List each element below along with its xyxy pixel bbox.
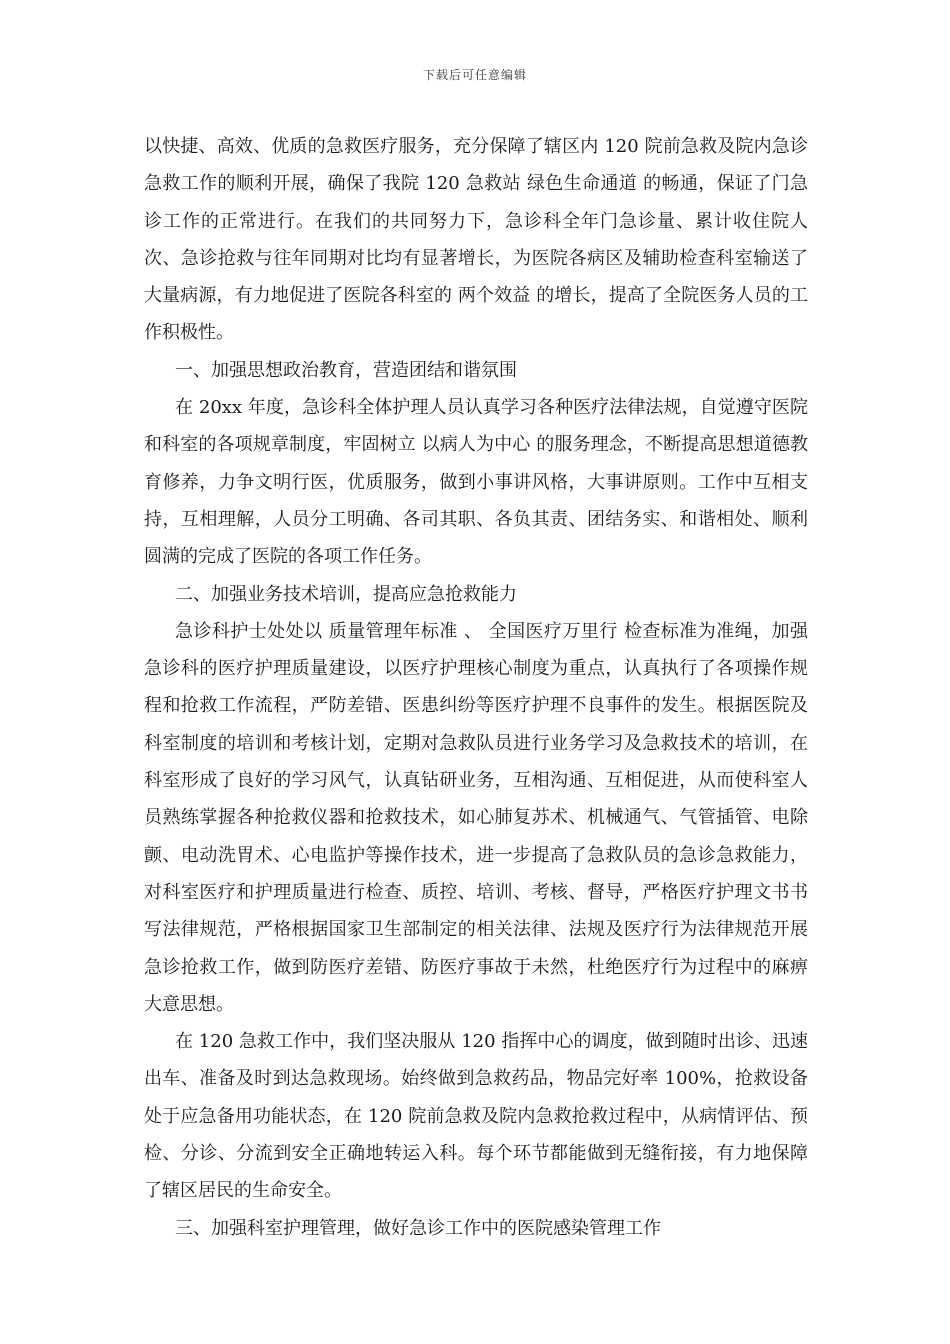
document-body [144, 128, 808, 1247]
body-paragraph: 急诊科护士处处以 质量管理年标准 、 全国医疗万里行 检查标准为准绳，加强急诊科的医疗护理质量建设，以医疗护理核心制度为重点，认真执行了各项操作规程和抢救工作流程，严防差错、医患纠纷等医疗护理不良事件的发生。根据医院及科室制度的培训和考核计划，定期对急救队员进行业务学习及急救技术的培训，在科室形成了良好的学习风气，认真钻研业务，互相沟通、互相促进，从而使科室人员熟练掌握各种抢救仪器和抢救技术，如心肺复苏术、机械通气、气管插管、电除颤、电动洗胃术、心电监护等操作技术，进一步提高了急救队员的急诊急救能力，对科室医疗和护理质量进行检查、质控、培训、考核、督导，严格医疗护理文书书写法律规范，严格根据国家卫生部制定的相关法律、法规及医疗行为法律规范开展急诊抢救工作，做到防医疗差错、防医疗事故于未然，杜绝医疗行为过程中的麻痹大意思想。 [144, 620, 808, 1015]
body-paragraph: 在 120 急救工作中，我们坚决服从 120 指挥中心的调度，做到随时出诊、迅速出车、准备及时到达急救现场。始终做到急救药品，物品完好率 100%，抢救设备处于应急备用功能状态，在 120 院前急救及院内急救抢救过程中，从病情评估、预检、分诊、分流到安全正确地转运入科。每个环节都能做到无缝衔接，有力地保障了辖区居民的生命安全。 [144, 1031, 808, 1202]
section-heading-3: 三、加强科室护理管理，做好急诊工作中的医院感染管理工作 [175, 1217, 661, 1239]
section-heading-1: 一、加强思想政治教育，营造团结和谐氛围 [175, 359, 517, 381]
body-paragraph: 以快捷、高效、优质的急救医疗服务，充分保障了辖区内 120 院前急救及院内急诊急救工作的顺利开展，确保了我院 120 急救站 绿色生命通道 的畅通，保证了门急诊工作的正常进行。在我们的共同努力下，急诊科全年门急诊量、累计收住院人次、急诊抢救与往年同期对比均有显著增长，为医院各病区及辅助检查科室输送了大量病源，有力地促进了医院各科室的 两个效益 的增长，提高了全院医务人员的工作积极性。 [144, 136, 808, 344]
body-paragraph: 在 20xx 年度，急诊科全体护理人员认真学习各种医疗法律法规，自觉遵守医院和科室的各项规章制度，牢固树立 以病人为中心 的服务理念，不断提高思想道德教育修养，力争文明行医，优质服务，做到小事讲风格，大事讲原则。工作中互相支持，互相理解，人员分工明确、各司其职、各负其责、团结务实、和谐相处、顺利圆满的完成了医院的各项工作任务。 [144, 397, 808, 568]
section-heading-2: 二、加强业务技术培训，提高应急抢救能力 [175, 583, 517, 605]
page-header: 下载后可任意编辑 [422, 68, 527, 82]
